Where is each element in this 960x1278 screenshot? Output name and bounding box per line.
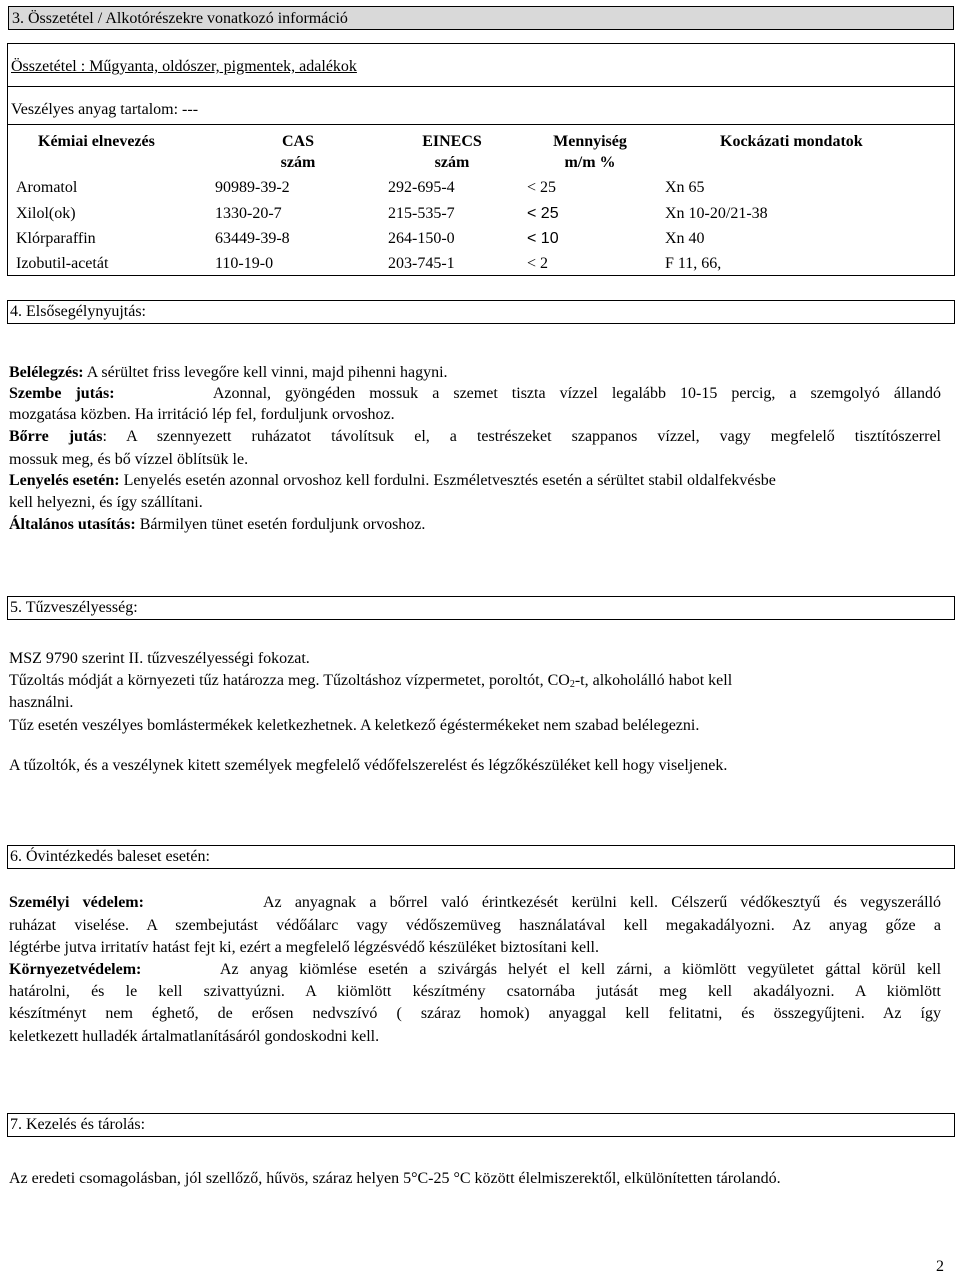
section-5-title: 5. Tűzveszélyesség: bbox=[10, 599, 138, 616]
einecs-number: 292-695-4 bbox=[388, 179, 455, 196]
chemical-name: Izobutil-acetát bbox=[16, 255, 109, 272]
subscript-2: 2 bbox=[569, 679, 575, 690]
composition-label: Összetétel : Műgyanta, oldószer, pigmentek, adalékok bbox=[11, 58, 357, 75]
extinguishing-line-2: használni. bbox=[9, 694, 74, 711]
storage-text: Az eredeti csomagolásban, jól szellőző, hűvös, száraz helyen 5°C-25 °C között élelmiszerektől, elkülönítetten tárolandó. bbox=[9, 1170, 781, 1187]
risk-phrase: Xn 40 bbox=[665, 230, 705, 247]
risk-phrase: Xn 65 bbox=[665, 179, 705, 196]
header-cas: CAS bbox=[281, 133, 314, 150]
personal-protection-label: Személyi védelem: bbox=[9, 894, 144, 911]
einecs-number: 203-745-1 bbox=[388, 255, 455, 272]
risk-phrase: F 11, 66, bbox=[665, 255, 722, 272]
cas-number: 90989-39-2 bbox=[215, 179, 290, 196]
environment-line-4: keletkezett hulladék ártalmatlanításáról gondoskodni kell. bbox=[9, 1028, 380, 1045]
chemical-name: Klórparaffin bbox=[16, 230, 96, 247]
hazardous-content-label: Veszélyes anyag tartalom: --- bbox=[11, 101, 199, 118]
extinguishing-line bbox=[9, 670, 732, 692]
inhalation-label: Belélegzés: bbox=[9, 364, 84, 381]
extinguishing-text: Tűzoltás módját a környezeti tűz határozza meg. Tűzoltáshoz vízpermetet, poroltót, CO bbox=[9, 672, 570, 689]
chemical-name: Xilol(ok) bbox=[16, 205, 76, 222]
einecs-number: 264-150-0 bbox=[388, 230, 455, 247]
swallow-line-1 bbox=[9, 470, 776, 492]
section-4-heading bbox=[7, 300, 955, 324]
section-7-title: 7. Kezelés és tárolás: bbox=[10, 1116, 146, 1133]
extinguishing-text-cont: -t, alkoholálló habot kell bbox=[574, 672, 733, 689]
section-3-title: 3. Összetétel / Alkotórészekre vonatkozó információ bbox=[12, 10, 348, 27]
section-6-title: 6. Óvintézkedés baleset esetén: bbox=[10, 848, 210, 865]
quantity: < 10 bbox=[527, 230, 559, 247]
header-quantity-unit: m/m % bbox=[564, 154, 616, 171]
personal-protection-text: Az anyagnak a bőrrel való érintkezését kerülni kell. Célszerű védőkesztyű és vegyszerálló bbox=[262, 894, 942, 911]
einecs-number: 215-535-7 bbox=[388, 205, 455, 222]
eye-contact-label: Szembe jutás: bbox=[9, 385, 115, 402]
inhalation-paragraph bbox=[9, 362, 448, 384]
eye-contact-text: Azonnal, gyöngéden mossuk a szemet tiszta vízzel legalább 10-15 percig, a szemgolyó állandó bbox=[212, 385, 942, 402]
fire-class-line: MSZ 9790 szerint II. tűzveszélyességi fokozat. bbox=[9, 650, 310, 667]
general-label: Általános utasítás: bbox=[9, 516, 136, 533]
header-quantity: Mennyiség bbox=[553, 133, 627, 150]
skin-contact-text: : A szennyezett ruházatot távolítsuk el, a testrészeket szappanos vízzel, vagy megfelelő tisztítószerrel bbox=[102, 428, 941, 445]
section-7-heading bbox=[7, 1113, 955, 1137]
header-einecs: EINECS bbox=[422, 133, 482, 150]
eye-contact-line-2: mozgatása közben. Ha irritáció lép fel, forduljunk orvoshoz. bbox=[9, 406, 395, 423]
section-5-heading bbox=[7, 596, 955, 620]
inhalation-text: A sérültet friss levegőre kell vinni, majd pihenni hagyni. bbox=[83, 364, 448, 381]
general-text: Bármilyen tünet esetén forduljunk orvoshoz. bbox=[135, 516, 426, 533]
risk-phrase: Xn 10-20/21-38 bbox=[665, 205, 768, 222]
quantity: < 25 bbox=[527, 205, 559, 222]
decomposition-line: Tűz esetén veszélyes bomlástermékek keletkezhetnek. A keletkező égéstermékeket nem szabad belélegezni. bbox=[9, 717, 700, 734]
chemical-name: Aromatol bbox=[16, 179, 78, 196]
skin-contact-label: Bőrre jutás bbox=[9, 428, 103, 445]
section-6-heading bbox=[7, 845, 955, 869]
environment-line-3: készítményt nem éghető, de erősen nedvszívó ( száraz homok) anyaggal kell felitatni, és összegyűjteni. Az így bbox=[9, 1005, 941, 1022]
personal-protection-line-3: légtérbe jutva irritatív hatást fejt ki, ezért a megfelelő légzésvédő készüléket biztosítani kell. bbox=[9, 939, 599, 956]
skin-contact-line-2: mossuk meg, és bő vízzel öblítsük le. bbox=[9, 451, 249, 468]
quantity: < 25 bbox=[527, 179, 557, 196]
header-risk-phrases: Kockázati mondatok bbox=[720, 133, 863, 150]
general-instruction bbox=[9, 514, 425, 536]
skin-contact-line-1 bbox=[9, 426, 941, 448]
environment-text: Az anyag kiömlése esetén a szivárgás helyét el kell zárni, a kiömlött vegyületet gáttal körül kell bbox=[219, 961, 942, 978]
section-3-heading bbox=[8, 6, 954, 30]
divider bbox=[8, 124, 954, 125]
header-einecs-num: szám bbox=[434, 154, 470, 171]
swallow-label: Lenyelés esetén: bbox=[9, 472, 120, 489]
cas-number: 110-19-0 bbox=[215, 255, 274, 272]
cas-number: 1330-20-7 bbox=[215, 205, 282, 222]
header-cas-num: szám bbox=[280, 154, 316, 171]
swallow-line-2: kell helyezni, és így szállítani. bbox=[9, 494, 203, 511]
firefighter-line: A tűzoltók, és a veszélynek kitett személyek megfelelő védőfelszerelést és légzőkészüléket kell hogy viseljenek. bbox=[9, 757, 728, 774]
environment-label: Környezetvédelem: bbox=[9, 961, 142, 978]
swallow-text: Lenyelés esetén azonnal orvoshoz kell fordulni. Eszméletvesztés esetén a sérültet stabil oldalfekvésbe bbox=[119, 472, 776, 489]
cas-number: 63449-39-8 bbox=[215, 230, 290, 247]
divider bbox=[8, 86, 954, 87]
page-number: 2 bbox=[936, 1258, 944, 1275]
header-chemical-name: Kémiai elnevezés bbox=[38, 133, 155, 150]
environment-line-1 bbox=[9, 959, 941, 981]
eye-contact-line-1 bbox=[9, 383, 941, 405]
personal-protection-line-1 bbox=[9, 892, 941, 914]
quantity: < 2 bbox=[527, 255, 549, 272]
environment-line-2: határolni, és le kell szivattyúzni. A kiömlött készítmény csatornába jutását meg kell akadályozni. A kiömlött bbox=[9, 983, 941, 1000]
personal-protection-line-2: ruházat viselése. A szembejutást védőálarc vagy védőszemüveg használatával kell megakadályozni. Az anyag gőze a bbox=[9, 917, 941, 934]
section-4-title: 4. Elsősegélynyujtás: bbox=[10, 303, 146, 320]
